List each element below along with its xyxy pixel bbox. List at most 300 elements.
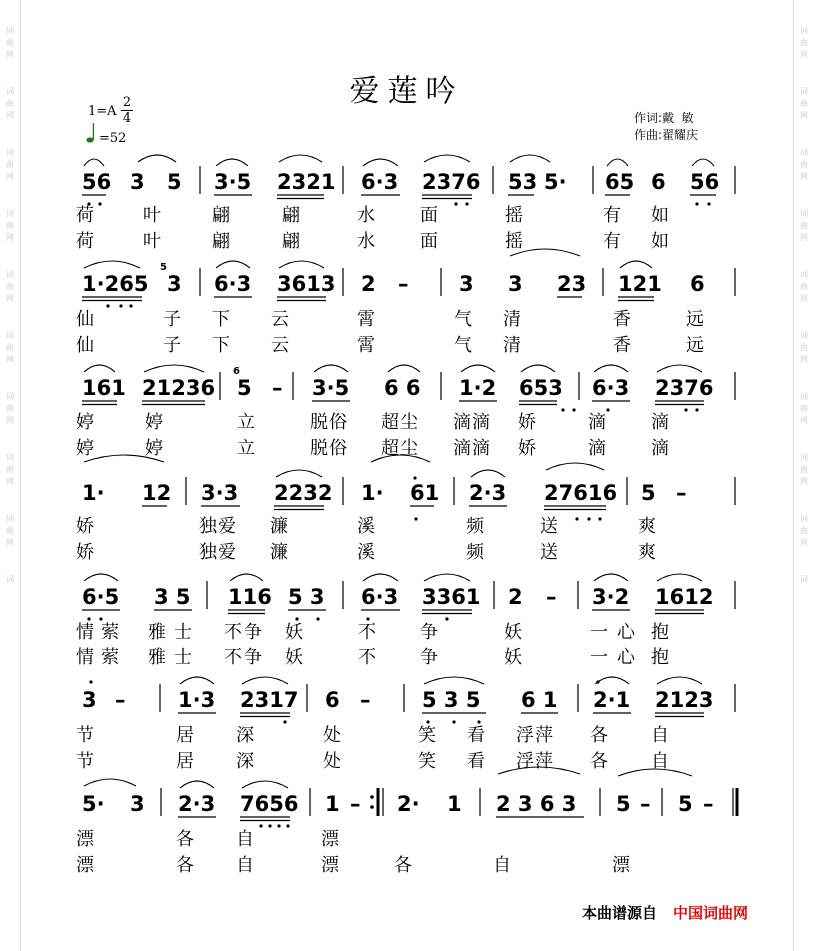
- octave-dot: [598, 517, 601, 520]
- lyric: 荷: [76, 205, 95, 226]
- octave-dot: [87, 617, 90, 620]
- lyric: 霄: [357, 335, 376, 356]
- watermark-glyph: 网: [6, 477, 14, 486]
- slur-arc: [84, 574, 118, 581]
- octave-dot: [316, 617, 319, 620]
- slur-arc: [657, 574, 702, 581]
- lyric: 云: [271, 335, 290, 356]
- note-group: 2376: [422, 170, 481, 194]
- slur-arc: [607, 159, 628, 166]
- octave-dot: [98, 202, 101, 205]
- slur-arc: [657, 365, 702, 372]
- lyric: 娇: [518, 438, 537, 459]
- lyric: 荷: [76, 231, 95, 252]
- lyric: 清: [503, 309, 522, 330]
- watermark-glyph: 曲: [800, 465, 808, 474]
- rest-dash: –: [360, 688, 371, 712]
- lyric: 清: [503, 335, 522, 356]
- lyric: 各: [176, 829, 195, 850]
- watermark-glyph: 词: [800, 148, 808, 157]
- lyric: 远: [686, 309, 705, 330]
- lyric: 仙: [76, 335, 95, 356]
- watermark-glyph: 曲: [6, 160, 14, 169]
- lyric: 超尘: [381, 412, 419, 433]
- lyric: 溪: [357, 516, 376, 537]
- octave-dot: [268, 824, 271, 827]
- lyric: 自: [651, 725, 670, 746]
- note-group: 5·: [82, 792, 105, 816]
- lyric: 濂: [270, 542, 289, 563]
- slur-arc: [461, 365, 495, 372]
- lyric: 笑: [418, 751, 437, 772]
- note-group: 53: [508, 170, 538, 194]
- lyric: 漂: [321, 855, 340, 876]
- slur-arc: [276, 470, 322, 477]
- note-group: 21236: [142, 376, 216, 400]
- slur-arc: [180, 677, 214, 684]
- octave-dot: [587, 517, 590, 520]
- watermark-glyph: 网: [800, 538, 808, 547]
- octave-dot: [561, 408, 564, 411]
- note-group: 161: [82, 376, 126, 400]
- lyric: 有: [603, 205, 622, 226]
- lyric: 漂: [76, 829, 95, 850]
- octave-dot: [695, 408, 698, 411]
- watermark-glyph: 词: [800, 575, 808, 584]
- note-group: 2·3: [178, 792, 216, 816]
- note-group: 2 3 6 3: [496, 792, 577, 816]
- octave-dot: [119, 304, 122, 307]
- slur-arc: [510, 155, 550, 162]
- slur-arc: [424, 155, 470, 162]
- note-group: 3·2: [592, 585, 630, 609]
- lyric: 溪: [357, 542, 376, 563]
- note-group: 653: [519, 376, 563, 400]
- source-label: 本曲谱源自: [582, 904, 658, 922]
- repeat-dot: [370, 805, 374, 809]
- lyric: 独爱: [199, 542, 237, 563]
- meter-top: 2: [122, 95, 132, 110]
- slur-arc: [363, 159, 398, 166]
- lyric: 水: [357, 231, 376, 252]
- watermark-glyph: 曲: [800, 343, 808, 352]
- lyric: 脱俗: [310, 438, 348, 459]
- lyric: 立: [237, 438, 256, 459]
- note-group: 1: [447, 792, 462, 816]
- slur-arc: [230, 574, 263, 581]
- watermark-glyph: 网: [800, 355, 808, 364]
- lyric: 脱俗: [310, 412, 348, 433]
- lyric: 滴: [588, 412, 607, 433]
- note-group: 1612: [655, 585, 714, 609]
- watermark-glyph: 曲: [800, 404, 808, 413]
- note-group: 6·3: [361, 585, 399, 609]
- note-group: 2321: [277, 170, 336, 194]
- lyric: 独爱: [199, 516, 237, 537]
- lyric: 香: [613, 309, 632, 330]
- note-group: 2123: [655, 688, 714, 712]
- watermark-glyph: 网: [800, 294, 808, 303]
- watermark-glyph: 网: [6, 50, 14, 59]
- octave-dot: [454, 202, 457, 205]
- note-group: 5 3 5: [422, 688, 481, 712]
- slur-arc: [84, 159, 104, 166]
- note-group: 3613: [277, 272, 336, 296]
- lyric: 处: [323, 725, 342, 746]
- lyric: 频: [466, 542, 485, 563]
- lyric: 不: [224, 622, 243, 643]
- lyric: 摇: [505, 231, 524, 252]
- lyric: 香: [613, 335, 632, 356]
- watermark-glyph: 曲: [6, 526, 14, 535]
- key-signature: 1=A: [88, 104, 117, 119]
- lyric: 不: [224, 647, 243, 668]
- note-group: 6: [325, 688, 340, 712]
- lyric: 娇: [76, 542, 95, 563]
- lyric: 送: [540, 542, 559, 563]
- slur-arc: [471, 470, 505, 477]
- lyric: 面: [420, 205, 439, 226]
- octave-dot: [414, 517, 417, 520]
- lyric: 滴: [588, 438, 607, 459]
- octave-dot: [426, 720, 429, 723]
- note-group: 6·3: [214, 272, 252, 296]
- note-group: 2·3: [469, 481, 507, 505]
- note-group: 2: [361, 272, 376, 296]
- lyric: 气: [454, 309, 473, 330]
- note-group: 3·5: [312, 376, 350, 400]
- note-group: 1: [325, 792, 340, 816]
- note-group: 6: [651, 170, 666, 194]
- lyric: 翩: [212, 205, 231, 226]
- note-group: 6 1: [521, 688, 558, 712]
- note-group: 6·3: [592, 376, 630, 400]
- note-group: 56: [82, 170, 112, 194]
- note-group: 3: [82, 688, 97, 712]
- rest-dash: –: [676, 481, 687, 505]
- octave-dot: [596, 680, 599, 683]
- watermark-glyph: 曲: [800, 38, 808, 47]
- octave-dot: [684, 408, 687, 411]
- watermark-glyph: 曲: [6, 99, 14, 108]
- note-group: 2317: [240, 688, 299, 712]
- lyric: 心: [617, 622, 636, 643]
- lyric: 翩: [282, 231, 301, 252]
- slur-arc: [546, 463, 604, 470]
- note-group: 1·265: [82, 272, 149, 296]
- note-group: 3: [130, 170, 145, 194]
- lyric: 一: [590, 622, 609, 643]
- note-group: 3: [508, 272, 523, 296]
- slur-arc: [180, 781, 214, 788]
- octave-dot: [413, 476, 416, 479]
- watermark-glyph: 词: [6, 514, 14, 523]
- lyric: 处: [323, 751, 342, 772]
- note-group: 3: [459, 272, 474, 296]
- watermark-glyph: 网: [6, 538, 14, 547]
- lyric: 婷: [145, 412, 164, 433]
- lyric: 频: [466, 516, 485, 537]
- lyric: 居: [176, 751, 195, 772]
- note-group: 121: [618, 272, 662, 296]
- lyric: 争: [420, 622, 439, 643]
- lyric: 叶: [143, 231, 162, 252]
- note-group: 65: [605, 170, 635, 194]
- note-group: 3 5: [154, 585, 191, 609]
- lyric: 云: [271, 309, 290, 330]
- lyric: 如: [651, 231, 670, 252]
- lyric: 子: [163, 309, 182, 330]
- lyric: 萦: [101, 622, 120, 643]
- lyricist-credit: 作词:戴 敏: [634, 111, 694, 125]
- lyric: 争: [244, 622, 263, 643]
- watermark-glyph: 曲: [800, 99, 808, 108]
- lyric: 漂: [76, 855, 95, 876]
- rest-dash: –: [398, 272, 409, 296]
- note-group: 3: [167, 272, 182, 296]
- note-group: 5 3: [288, 585, 325, 609]
- watermark-glyph: 曲: [6, 221, 14, 230]
- slur-arc: [314, 365, 348, 372]
- lyric: 叶: [143, 205, 162, 226]
- octave-dot: [465, 202, 468, 205]
- lyric: 浮萍: [516, 725, 554, 746]
- watermark-glyph: 曲: [800, 282, 808, 291]
- lyric: 面: [420, 231, 439, 252]
- slur-arc: [144, 365, 204, 372]
- slur-arc: [84, 261, 140, 268]
- lyric: 摇: [505, 205, 524, 226]
- lyric: 翩: [212, 231, 231, 252]
- octave-dot: [695, 202, 698, 205]
- lyric: 有: [603, 231, 622, 252]
- lyric: 雅: [148, 647, 167, 668]
- lyric: 远: [686, 335, 705, 356]
- octave-dot: [106, 304, 109, 307]
- lyric: 不: [358, 622, 377, 643]
- slur-arc: [84, 365, 115, 372]
- lyric: 争: [244, 647, 263, 668]
- octave-dot: [572, 408, 575, 411]
- watermark-glyph: 词: [800, 87, 808, 96]
- slur-arc: [279, 155, 322, 162]
- composer-credit: 作曲:翟耀庆: [634, 128, 699, 142]
- lyric: 婷: [76, 438, 95, 459]
- slur-arc: [620, 261, 652, 268]
- watermark-glyph: 词: [6, 575, 14, 584]
- lyric: 抱: [651, 622, 670, 643]
- watermark-glyph: 网: [6, 111, 14, 120]
- slur-arc: [216, 261, 250, 268]
- slur-arc: [363, 574, 398, 581]
- watermark-glyph: 网: [800, 233, 808, 242]
- watermark-glyph: 曲: [6, 343, 14, 352]
- lyric: 看: [467, 751, 486, 772]
- watermark-glyph: 词: [800, 514, 808, 523]
- octave-dot: [277, 824, 280, 827]
- octave-dot: [129, 304, 132, 307]
- watermark-glyph: 网: [800, 477, 808, 486]
- lyric: 深: [236, 725, 255, 746]
- slur-arc: [594, 365, 628, 372]
- lyric: 爽: [638, 516, 657, 537]
- lyric: 子: [163, 335, 182, 356]
- note-group: 3361: [422, 585, 481, 609]
- watermark-glyph: 词: [800, 453, 808, 462]
- octave-dot: [286, 824, 289, 827]
- lyric: 霄: [357, 309, 376, 330]
- lyric: 各: [590, 725, 609, 746]
- note-group: 2376: [655, 376, 714, 400]
- note-group: 5: [237, 376, 252, 400]
- watermark-glyph: 曲: [6, 465, 14, 474]
- lyric: 节: [76, 751, 95, 772]
- note-group: 2: [508, 585, 523, 609]
- watermark-glyph: 词: [6, 331, 14, 340]
- lyric: 婷: [76, 412, 95, 433]
- lyric: 浮萍: [516, 751, 554, 772]
- watermark-glyph: 网: [800, 172, 808, 181]
- lyric: 濂: [270, 516, 289, 537]
- rest-dash: –: [640, 792, 651, 816]
- lyric: 争: [420, 647, 439, 668]
- tempo-marking: =52: [99, 131, 127, 146]
- note-group: 5: [167, 170, 182, 194]
- watermark-glyph: 词: [800, 331, 808, 340]
- watermark-glyph: 词: [6, 270, 14, 279]
- lyric: 爽: [638, 542, 657, 563]
- rest-dash: –: [350, 792, 361, 816]
- lyric: 漂: [612, 855, 631, 876]
- note-group: 2232: [274, 481, 333, 505]
- lyric: 滴滴: [453, 438, 491, 459]
- watermark-glyph: 词: [800, 270, 808, 279]
- lyric: 自: [236, 855, 255, 876]
- song-title: 爱莲吟: [349, 74, 464, 109]
- watermark-glyph: 词: [6, 209, 14, 218]
- watermark-glyph: 曲: [6, 38, 14, 47]
- lyric: 下: [212, 335, 231, 356]
- source-footer: [582, 902, 748, 923]
- slur-arc: [595, 677, 629, 684]
- lyric: 萦: [101, 647, 120, 668]
- lyric: 情: [76, 622, 95, 643]
- slur-arc: [521, 365, 555, 372]
- lyric: 妖: [285, 622, 304, 643]
- watermark-glyph: 曲: [800, 160, 808, 169]
- watermark-glyph: 网: [800, 50, 808, 59]
- slur-arc: [216, 159, 248, 166]
- octave-dot: [295, 617, 298, 620]
- watermark-glyph: 网: [6, 416, 14, 425]
- slur-arc: [594, 574, 628, 581]
- watermark-glyph: 网: [6, 294, 14, 303]
- lyric: 雅: [148, 622, 167, 643]
- watermark-glyph: 曲: [800, 526, 808, 535]
- lyric: 滴: [651, 412, 670, 433]
- lyric: 情: [76, 647, 95, 668]
- octave-dot: [445, 617, 448, 620]
- note-group: 7656: [240, 792, 299, 816]
- slur-arc: [388, 365, 420, 372]
- lyric: 送: [540, 516, 559, 537]
- lyric: 节: [76, 725, 95, 746]
- note-group: 6·5: [82, 585, 120, 609]
- lyric: 笑: [418, 725, 437, 746]
- lyric: 水: [357, 205, 376, 226]
- note-group: 23: [557, 272, 587, 296]
- watermark-glyph: 词: [6, 26, 14, 35]
- lyric: 如: [651, 205, 670, 226]
- grace-note: 6: [233, 366, 240, 377]
- note-group: 5: [678, 792, 693, 816]
- watermark-glyph: 词: [800, 209, 808, 218]
- octave-dot: [99, 617, 102, 620]
- note-group: 1·: [82, 481, 105, 505]
- watermark-glyph: 词: [6, 87, 14, 96]
- lyric: 立: [237, 412, 256, 433]
- note-group: 116: [228, 585, 272, 609]
- lyric: 一: [590, 647, 609, 668]
- lyric: 漂: [321, 829, 340, 850]
- note-group: 2·1: [593, 688, 631, 712]
- watermark-glyph: 网: [800, 111, 808, 120]
- slur-arc: [138, 155, 176, 162]
- slur-arc: [84, 779, 136, 786]
- note-group: 12: [142, 481, 172, 505]
- note-group: 27616: [544, 481, 618, 505]
- octave-dot: [477, 720, 480, 723]
- rest-dash: –: [272, 376, 283, 400]
- repeat-dot: [370, 795, 374, 799]
- lyric: 深: [236, 751, 255, 772]
- note-group: 5: [616, 792, 631, 816]
- octave-dot: [575, 517, 578, 520]
- lyric: 各: [394, 855, 413, 876]
- note-group: 3: [130, 792, 145, 816]
- lyric: 自: [493, 855, 512, 876]
- lyric: 自: [651, 751, 670, 772]
- watermark-glyph: 网: [6, 233, 14, 242]
- note-group: 1·3: [178, 688, 216, 712]
- note-group: 5·: [544, 170, 567, 194]
- lyric: 士: [174, 647, 193, 668]
- note-group: 3·5: [214, 170, 252, 194]
- lyric: 妖: [504, 647, 523, 668]
- lyric: 娇: [76, 516, 95, 537]
- lyric: 妖: [504, 622, 523, 643]
- octave-dot: [707, 202, 710, 205]
- octave-dot: [283, 720, 286, 723]
- watermark-glyph: 网: [6, 172, 14, 181]
- rest-dash: –: [115, 688, 126, 712]
- watermark-glyph: 网: [6, 355, 14, 364]
- lyric: 各: [176, 855, 195, 876]
- lyric: 抱: [651, 647, 670, 668]
- lyric: 妖: [285, 647, 304, 668]
- slur-arc: [692, 159, 714, 166]
- lyric: 看: [467, 725, 486, 746]
- source-link[interactable]: 中国词曲网: [673, 904, 749, 922]
- watermark-glyph: 词: [6, 148, 14, 157]
- lyric: 各: [590, 751, 609, 772]
- note-group: 5: [641, 481, 656, 505]
- lyric: 居: [176, 725, 195, 746]
- note-group: 56: [690, 170, 720, 194]
- octave-dot: [366, 617, 369, 620]
- lyric: 自: [236, 829, 255, 850]
- watermark-glyph: 曲: [800, 221, 808, 230]
